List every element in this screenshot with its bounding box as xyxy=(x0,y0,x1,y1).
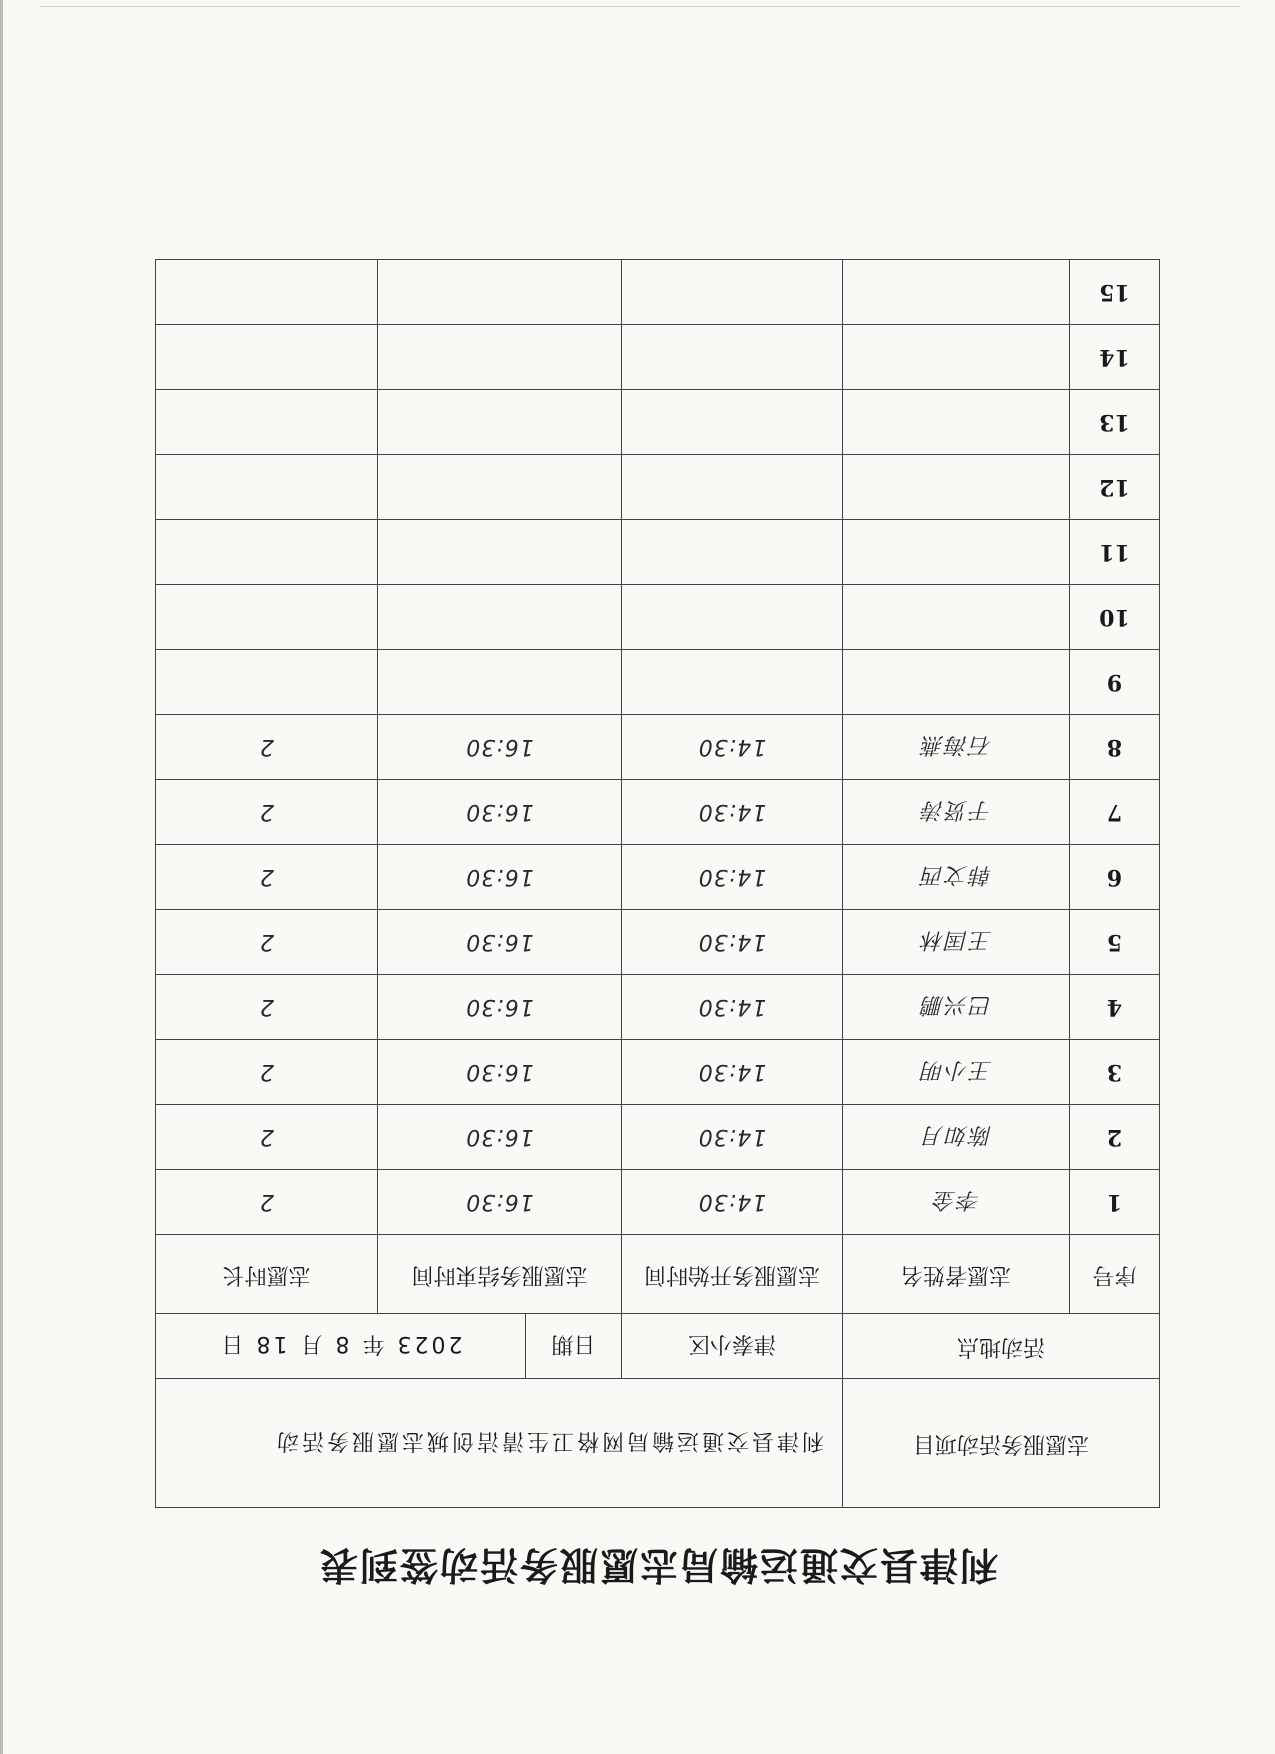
row-start xyxy=(621,520,842,585)
row-start xyxy=(621,650,842,715)
row-name xyxy=(842,390,1069,455)
table-row xyxy=(155,1040,1159,1105)
row-serial: 12 xyxy=(1070,455,1160,520)
header-row xyxy=(155,1235,1159,1314)
row-name: 巴兴鹏 xyxy=(842,975,1069,1040)
row-start xyxy=(621,260,842,325)
row-start: 14:30 xyxy=(621,1040,842,1105)
row-serial: 1 xyxy=(1070,1170,1160,1235)
header-end: 志愿服务结束时间 xyxy=(377,1235,621,1314)
row-end: 16:30 xyxy=(377,910,621,975)
row-name xyxy=(842,585,1069,650)
activity-label: 志愿服务活动项目 xyxy=(842,1379,1159,1508)
row-end: 16:30 xyxy=(377,1105,621,1170)
table-row xyxy=(155,975,1159,1040)
row-name: 石海燕 xyxy=(842,715,1069,780)
row-end xyxy=(377,455,621,520)
row-name: 于贤涛 xyxy=(842,780,1069,845)
row-hours: 2 xyxy=(155,845,377,910)
row-serial: 8 xyxy=(1070,715,1160,780)
row-name xyxy=(842,260,1069,325)
row-start xyxy=(621,325,842,390)
row-start: 14:30 xyxy=(621,1170,842,1235)
table-row xyxy=(155,715,1159,780)
sheet-title: 利津县交通运输局志愿服务活动签到表 xyxy=(318,1543,999,1587)
row-name xyxy=(842,455,1069,520)
row-name xyxy=(842,650,1069,715)
row-serial: 6 xyxy=(1070,845,1160,910)
row-end: 16:30 xyxy=(377,780,621,845)
date-label: 日期 xyxy=(525,1314,621,1379)
row-hours: 2 xyxy=(155,1040,377,1105)
row-end: 16:30 xyxy=(377,1170,621,1235)
row-hours: 2 xyxy=(155,975,377,1040)
row-serial: 10 xyxy=(1070,585,1160,650)
sign-in-sheet xyxy=(156,250,1160,1600)
table-row xyxy=(155,455,1159,520)
table-row xyxy=(155,780,1159,845)
row-serial: 9 xyxy=(1070,650,1160,715)
place-row xyxy=(155,1314,1159,1379)
row-serial: 11 xyxy=(1070,520,1160,585)
row-hours xyxy=(155,650,377,715)
row-start xyxy=(621,390,842,455)
row-serial: 15 xyxy=(1070,260,1160,325)
table-row xyxy=(155,520,1159,585)
row-start: 14:30 xyxy=(621,910,842,975)
row-end: 16:30 xyxy=(377,715,621,780)
table-row xyxy=(155,1170,1159,1235)
row-hours xyxy=(155,390,377,455)
row-hours xyxy=(155,260,377,325)
row-name xyxy=(842,520,1069,585)
table-row xyxy=(155,390,1159,455)
table-row xyxy=(155,325,1159,390)
row-serial: 2 xyxy=(1070,1105,1160,1170)
row-end xyxy=(377,260,621,325)
row-end xyxy=(377,650,621,715)
row-serial: 14 xyxy=(1070,325,1160,390)
scan-edge-line xyxy=(40,6,1240,7)
row-end xyxy=(377,585,621,650)
row-hours xyxy=(155,455,377,520)
date-value: 2023 年 8 月 18 日 xyxy=(155,1314,525,1379)
row-hours: 2 xyxy=(155,715,377,780)
row-serial: 5 xyxy=(1070,910,1160,975)
row-start: 14:30 xyxy=(621,780,842,845)
table-row xyxy=(155,260,1159,325)
row-end: 16:30 xyxy=(377,1040,621,1105)
row-hours: 2 xyxy=(155,910,377,975)
activity-value: 利津县交通运输局网格卫生清洁创城志愿服务活动 xyxy=(155,1379,842,1508)
row-name: 李金 xyxy=(842,1170,1069,1235)
row-hours: 2 xyxy=(155,780,377,845)
row-hours xyxy=(155,585,377,650)
place-value: 津泰小区 xyxy=(621,1314,842,1379)
sign-in-table xyxy=(155,259,1160,1508)
table-row xyxy=(155,650,1159,715)
scan-edge xyxy=(0,0,3,1754)
row-end xyxy=(377,325,621,390)
table-row xyxy=(155,845,1159,910)
row-hours xyxy=(155,325,377,390)
row-name: 陈如月 xyxy=(842,1105,1069,1170)
header-name: 志愿者姓名 xyxy=(842,1235,1069,1314)
row-name: 韩文西 xyxy=(842,845,1069,910)
activity-row xyxy=(155,1379,1159,1508)
header-hours: 志愿时长 xyxy=(155,1235,377,1314)
table-row xyxy=(155,585,1159,650)
row-serial: 7 xyxy=(1070,780,1160,845)
row-start: 14:30 xyxy=(621,975,842,1040)
row-serial: 3 xyxy=(1070,1040,1160,1105)
place-label: 活动地点 xyxy=(842,1314,1159,1379)
row-end: 16:30 xyxy=(377,975,621,1040)
row-start xyxy=(621,455,842,520)
row-start: 14:30 xyxy=(621,715,842,780)
row-start: 14:30 xyxy=(621,1105,842,1170)
row-serial: 4 xyxy=(1070,975,1160,1040)
row-end: 16:30 xyxy=(377,845,621,910)
row-name: 王小明 xyxy=(842,1040,1069,1105)
row-hours: 2 xyxy=(155,1105,377,1170)
row-end xyxy=(377,520,621,585)
row-serial: 13 xyxy=(1070,390,1160,455)
table-row xyxy=(155,1105,1159,1170)
table-row xyxy=(155,910,1159,975)
row-name xyxy=(842,325,1069,390)
row-start: 14:30 xyxy=(621,845,842,910)
row-name: 王国林 xyxy=(842,910,1069,975)
row-hours xyxy=(155,520,377,585)
row-end xyxy=(377,390,621,455)
row-start xyxy=(621,585,842,650)
header-start: 志愿服务开始时间 xyxy=(621,1235,842,1314)
header-serial: 序号 xyxy=(1070,1235,1160,1314)
row-hours: 2 xyxy=(155,1170,377,1235)
